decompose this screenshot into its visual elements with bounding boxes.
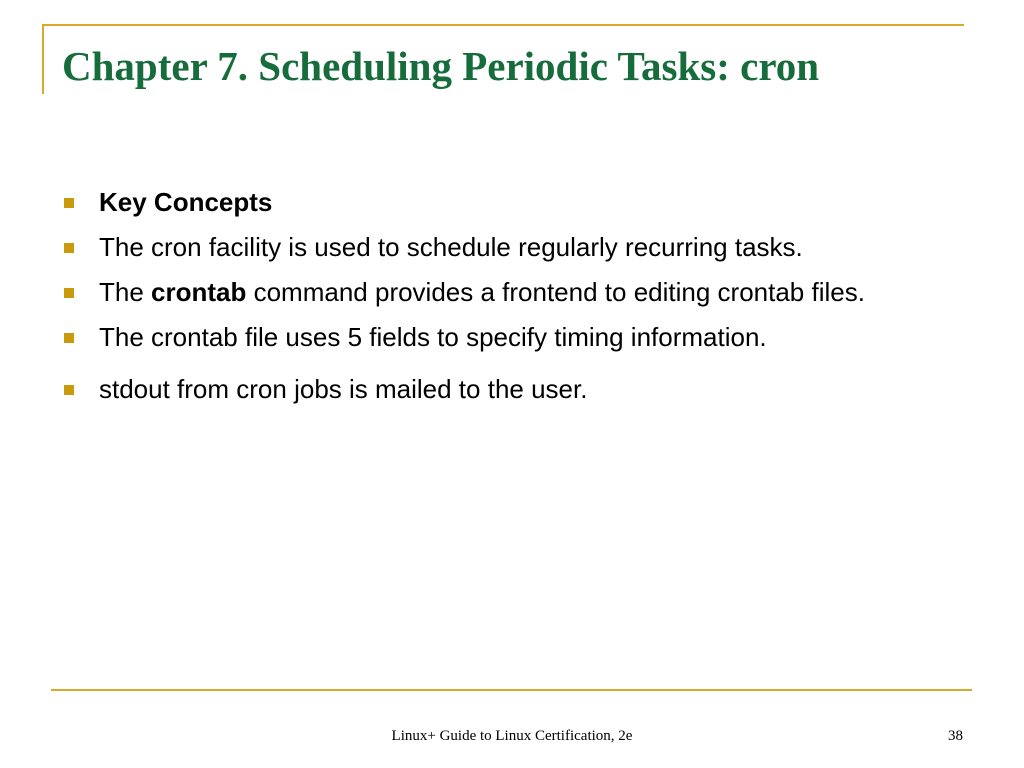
crontab-keyword: crontab [151,277,247,307]
bullet-item-cron-facility [64,231,964,263]
footer-source: Linux+ Guide to Linux Certification, 2e [391,728,633,744]
title-frame-left-line [42,24,44,94]
page-number: 38 [948,728,963,744]
footer-divider [51,689,972,691]
title-frame-top-line [42,24,964,26]
slide-title: Chapter 7. Scheduling Periodic Tasks: cron [62,43,820,89]
bullet-item-crontab-command [64,276,964,308]
bullet-text: The crontab file uses 5 fields to specify timing information. [99,322,767,352]
square-bullet-icon [64,385,74,395]
square-bullet-icon [64,333,74,343]
bullet-text: stdout from cron jobs is mailed to the user. [99,374,588,404]
bullet-text-after: command provides a frontend to editing crontab files. [246,277,865,307]
bullet-list [64,186,964,418]
bullet-item-key-concepts [64,186,964,218]
square-bullet-icon [64,288,74,298]
bullet-item-stdout [64,373,964,405]
bullet-item-crontab-fields [64,321,964,353]
bullet-text: The cron facility is used to schedule regularly recurring tasks. [99,232,803,262]
square-bullet-icon [64,198,74,208]
bullet-text: Key Concepts [99,187,273,217]
square-bullet-icon [64,243,74,253]
bullet-text-before: The [99,277,152,307]
